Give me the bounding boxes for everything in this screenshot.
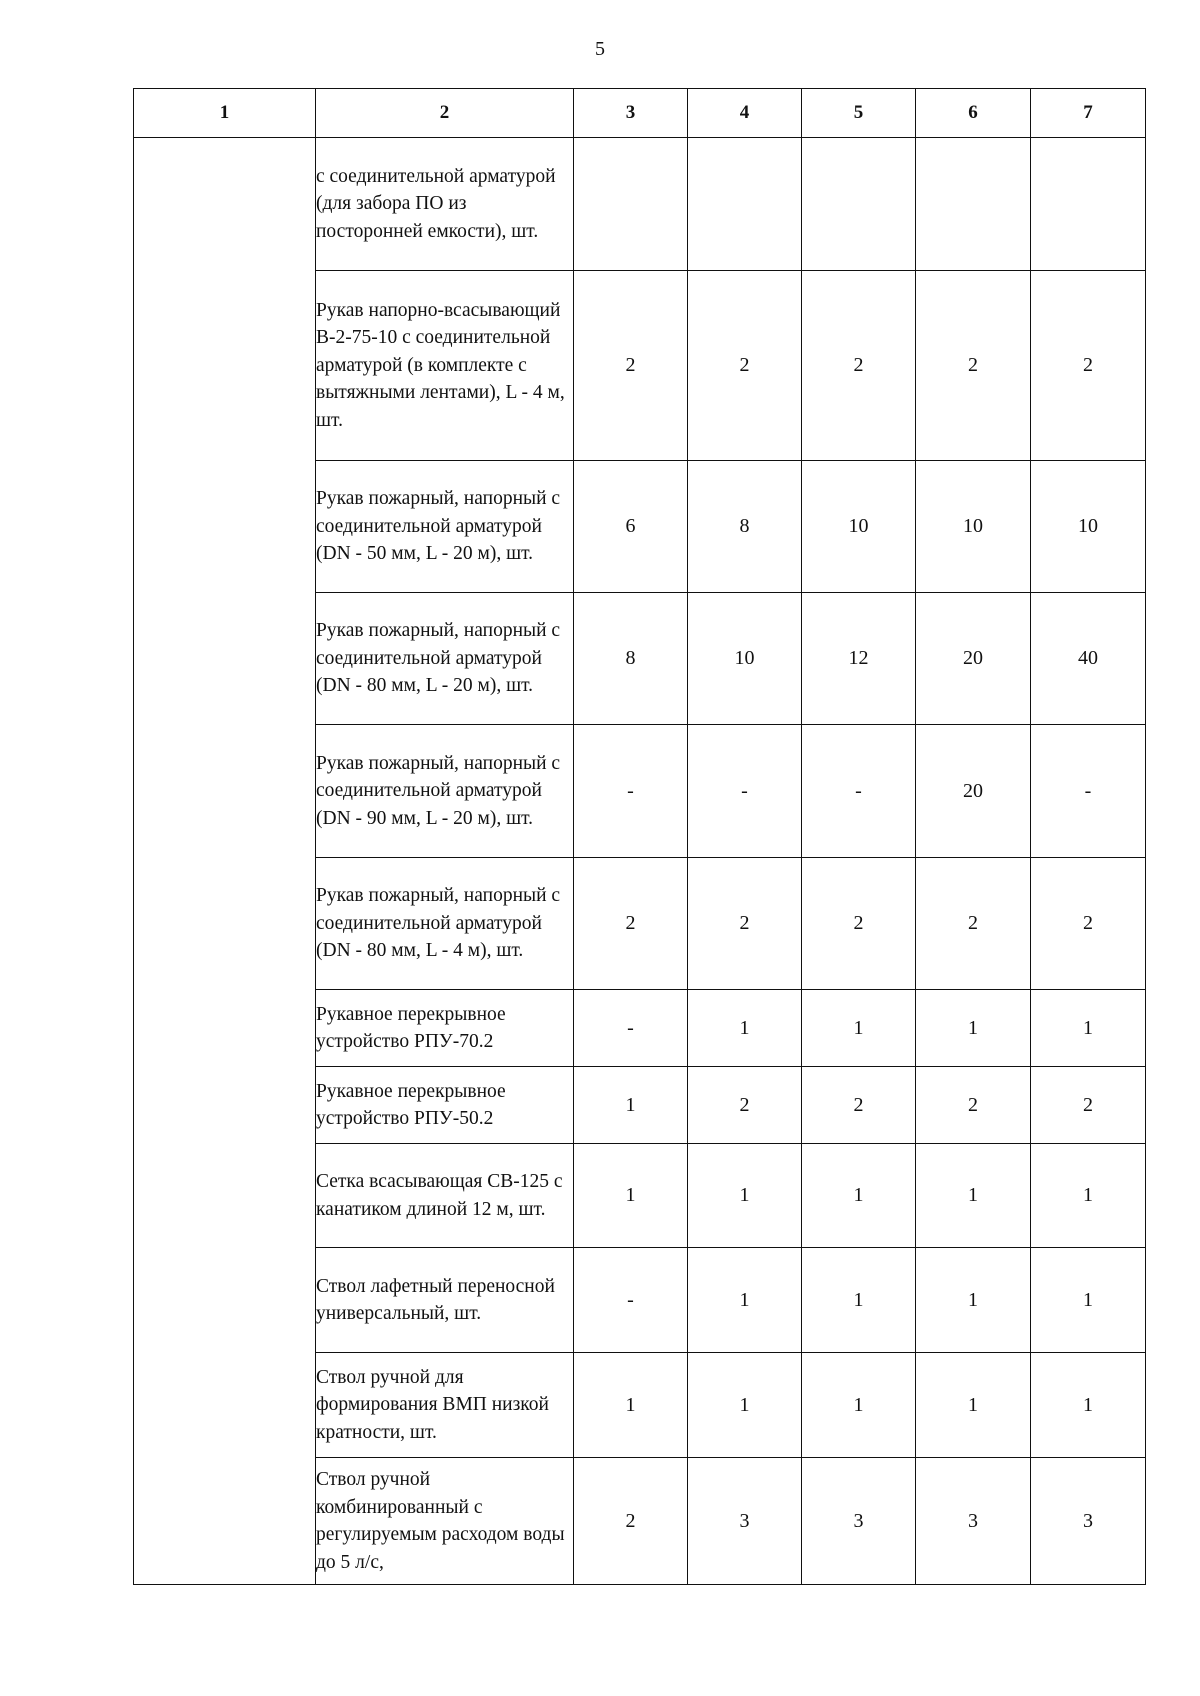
value-cell: 1: [916, 990, 1031, 1067]
value-cell: [1031, 138, 1146, 271]
column-header: 4: [688, 89, 802, 138]
value-cell: 2: [1031, 271, 1146, 461]
value-cell: -: [1031, 725, 1146, 858]
item-description: Рукав пожарный, напорный с соединительной арматурой (DN - 80 мм, L - 20 м), шт.: [316, 593, 574, 725]
value-cell: 10: [688, 593, 802, 725]
value-cell: 3: [802, 1458, 916, 1585]
value-cell: 3: [1031, 1458, 1146, 1585]
value-cell: 1: [916, 1144, 1031, 1248]
value-cell: 1: [1031, 990, 1146, 1067]
page-number: 5: [595, 38, 605, 60]
column-header: 2: [316, 89, 574, 138]
value-cell: [688, 138, 802, 271]
column-1-cell: [134, 138, 316, 1585]
item-description: Ствол ручной для формирования ВМП низкой кратности, шт.: [316, 1353, 574, 1458]
value-cell: 1: [574, 1353, 688, 1458]
header-row: [134, 89, 1146, 138]
value-cell: -: [574, 725, 688, 858]
item-description: Ствол лафетный переносной универсальный, шт.: [316, 1248, 574, 1353]
value-cell: 1: [574, 1067, 688, 1144]
table-row: [134, 138, 1146, 271]
value-cell: 20: [916, 725, 1031, 858]
value-cell: 10: [916, 461, 1031, 593]
value-cell: 40: [1031, 593, 1146, 725]
value-cell: 6: [574, 461, 688, 593]
value-cell: 20: [916, 593, 1031, 725]
value-cell: -: [574, 990, 688, 1067]
value-cell: 1: [574, 1144, 688, 1248]
value-cell: 2: [1031, 858, 1146, 990]
value-cell: 2: [916, 271, 1031, 461]
value-cell: 1: [688, 1353, 802, 1458]
value-cell: 1: [802, 1144, 916, 1248]
item-description: Рукавное перекрывное устройство РПУ-70.2: [316, 990, 574, 1067]
value-cell: 1: [1031, 1248, 1146, 1353]
value-cell: 1: [802, 1248, 916, 1353]
value-cell: -: [802, 725, 916, 858]
column-header: 3: [574, 89, 688, 138]
value-cell: 10: [802, 461, 916, 593]
column-header: 1: [134, 89, 316, 138]
value-cell: 1: [688, 1248, 802, 1353]
value-cell: 8: [574, 593, 688, 725]
value-cell: 2: [688, 858, 802, 990]
value-cell: 1: [916, 1353, 1031, 1458]
item-description: Рукавное перекрывное устройство РПУ-50.2: [316, 1067, 574, 1144]
value-cell: 1: [802, 990, 916, 1067]
value-cell: 2: [688, 1067, 802, 1144]
value-cell: 8: [688, 461, 802, 593]
value-cell: 10: [1031, 461, 1146, 593]
column-header: 7: [1031, 89, 1146, 138]
value-cell: 2: [574, 271, 688, 461]
value-cell: 1: [1031, 1353, 1146, 1458]
value-cell: 2: [1031, 1067, 1146, 1144]
item-description: Рукав пожарный, напорный с соединительной арматурой (DN - 90 мм, L - 20 м), шт.: [316, 725, 574, 858]
column-header: 6: [916, 89, 1031, 138]
equipment-table: [133, 88, 1146, 1585]
value-cell: 2: [802, 1067, 916, 1144]
value-cell: -: [574, 1248, 688, 1353]
item-description: Рукав напорно-всасывающий В-2-75-10 с соединительной арматурой (в комплекте с вытяжными лентами), L - 4 м, шт.: [316, 271, 574, 461]
value-cell: 2: [802, 271, 916, 461]
item-description: Ствол ручной комбинированный с регулируемым расходом воды до 5 л/с,: [316, 1458, 574, 1585]
value-cell: 2: [688, 271, 802, 461]
value-cell: [802, 138, 916, 271]
value-cell: 12: [802, 593, 916, 725]
value-cell: 1: [688, 990, 802, 1067]
value-cell: 2: [916, 858, 1031, 990]
value-cell: [574, 138, 688, 271]
value-cell: 2: [574, 858, 688, 990]
value-cell: 1: [916, 1248, 1031, 1353]
value-cell: -: [688, 725, 802, 858]
item-description: Рукав пожарный, напорный с соединительной арматурой (DN - 50 мм, L - 20 м), шт.: [316, 461, 574, 593]
value-cell: 1: [802, 1353, 916, 1458]
item-description: Рукав пожарный, напорный с соединительной арматурой (DN - 80 мм, L - 4 м), шт.: [316, 858, 574, 990]
value-cell: 2: [574, 1458, 688, 1585]
value-cell: 3: [688, 1458, 802, 1585]
item-description: с соединительной арматурой (для забора ПО из посторонней емкости), шт.: [316, 138, 574, 271]
value-cell: [916, 138, 1031, 271]
column-header: 5: [802, 89, 916, 138]
value-cell: 1: [1031, 1144, 1146, 1248]
value-cell: 2: [802, 858, 916, 990]
value-cell: 2: [916, 1067, 1031, 1144]
value-cell: 3: [916, 1458, 1031, 1585]
value-cell: 1: [688, 1144, 802, 1248]
item-description: Сетка всасывающая СВ-125 с канатиком длиной 12 м, шт.: [316, 1144, 574, 1248]
